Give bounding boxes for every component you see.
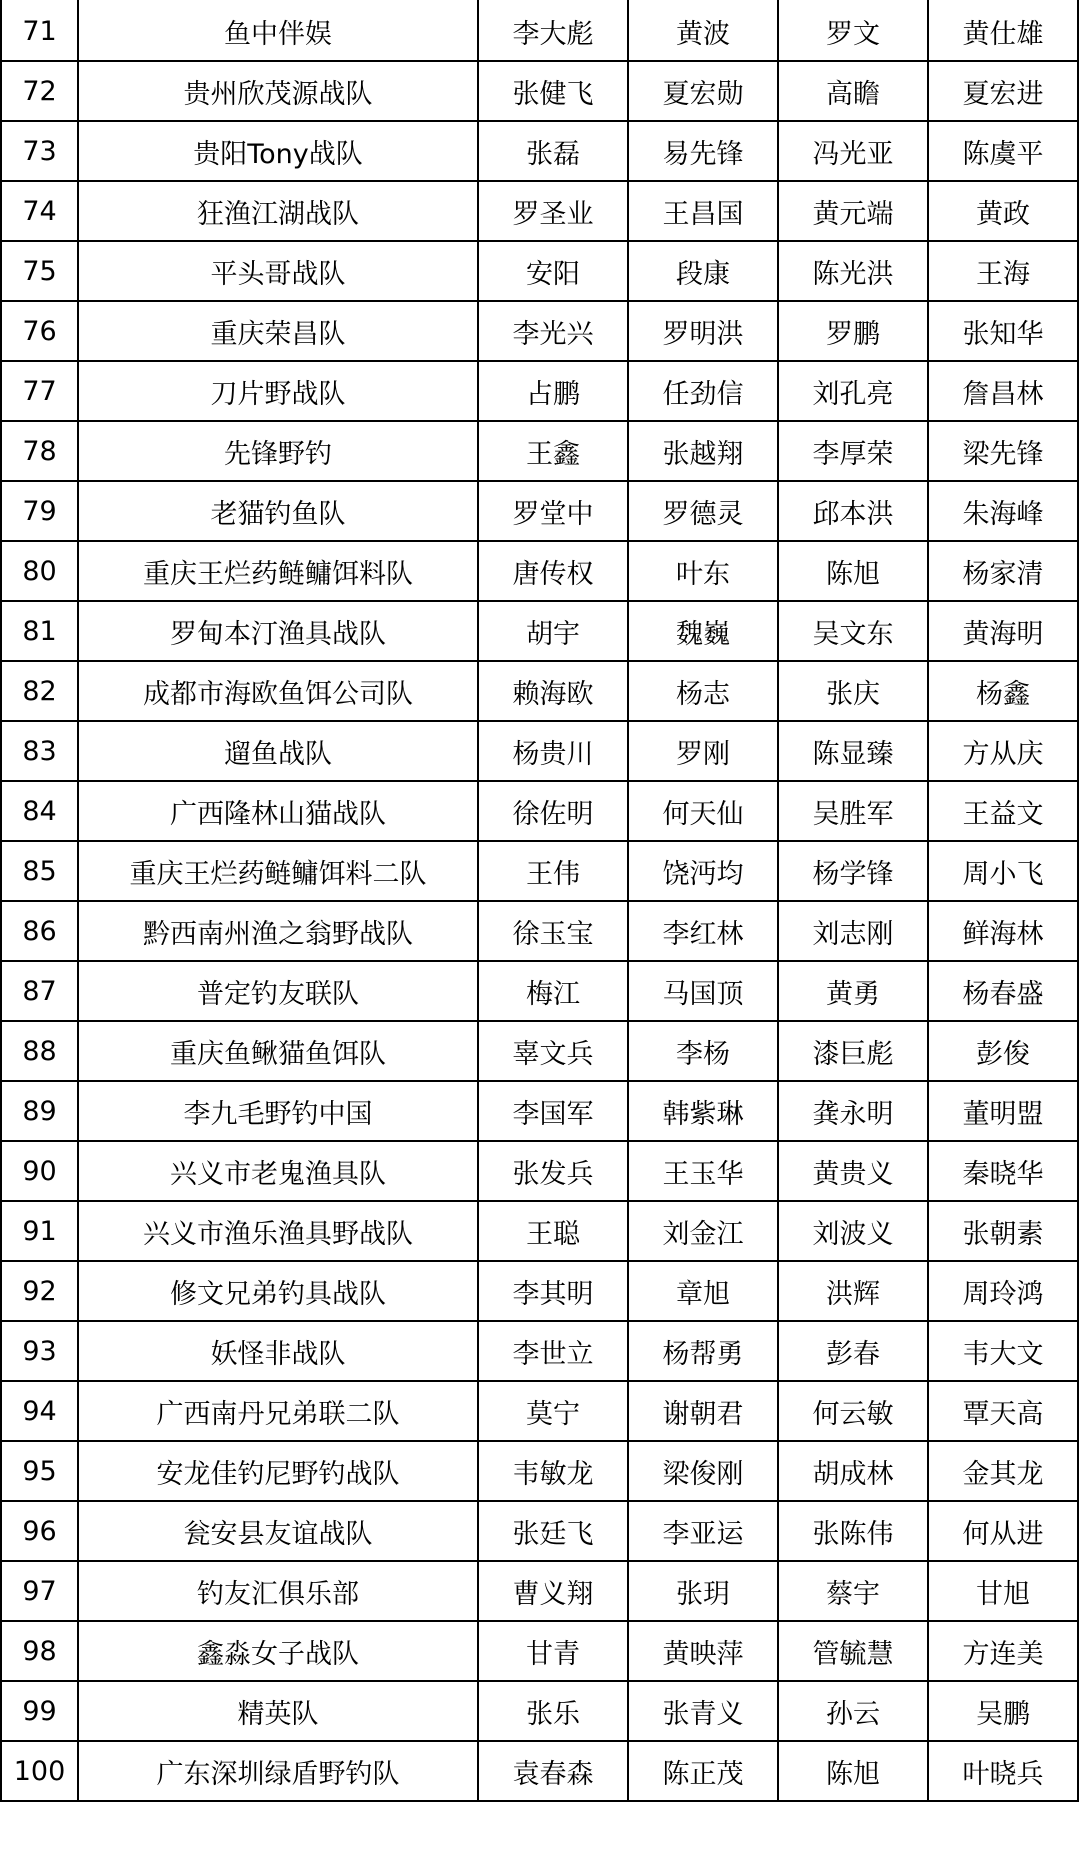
member-1-cell: 占鹏	[478, 361, 628, 421]
team-name-cell: 遛鱼战队	[78, 721, 478, 781]
team-number-cell: 86	[1, 901, 78, 961]
team-name-cell: 普定钓友联队	[78, 961, 478, 1021]
team-number-cell: 82	[1, 661, 78, 721]
team-name-cell: 精英队	[78, 1681, 478, 1741]
member-3-cell: 漆巨彪	[778, 1021, 928, 1081]
team-number-cell: 76	[1, 301, 78, 361]
member-1-cell: 罗圣业	[478, 181, 628, 241]
team-name-cell: 瓮安县友谊战队	[78, 1501, 478, 1561]
member-2-cell: 王玉华	[628, 1141, 778, 1201]
member-3-cell: 刘志刚	[778, 901, 928, 961]
team-name-cell: 安龙佳钓尼野钓战队	[78, 1441, 478, 1501]
member-1-cell: 李世立	[478, 1321, 628, 1381]
member-1-cell: 王鑫	[478, 421, 628, 481]
member-3-cell: 刘波义	[778, 1201, 928, 1261]
member-3-cell: 罗文	[778, 1, 928, 61]
member-3-cell: 黄贵义	[778, 1141, 928, 1201]
member-3-cell: 黄勇	[778, 961, 928, 1021]
member-3-cell: 陈旭	[778, 541, 928, 601]
team-name-cell: 李九毛野钓中国	[78, 1081, 478, 1141]
team-name-cell: 广西南丹兄弟联二队	[78, 1381, 478, 1441]
member-3-cell: 何云敏	[778, 1381, 928, 1441]
member-4-cell: 杨鑫	[928, 661, 1078, 721]
member-4-cell: 覃天高	[928, 1381, 1078, 1441]
team-name-cell: 妖怪非战队	[78, 1321, 478, 1381]
table-row	[1, 1, 1078, 61]
member-2-cell: 饶沔均	[628, 841, 778, 901]
member-4-cell: 夏宏进	[928, 61, 1078, 121]
member-2-cell: 夏宏勋	[628, 61, 778, 121]
team-name-cell: 钓友汇俱乐部	[78, 1561, 478, 1621]
team-name-cell: 贵阳Tony战队	[78, 121, 478, 181]
member-2-cell: 梁俊刚	[628, 1441, 778, 1501]
member-4-cell: 鲜海林	[928, 901, 1078, 961]
table-row	[1, 781, 1078, 841]
team-name-cell: 重庆荣昌队	[78, 301, 478, 361]
member-4-cell: 董明盟	[928, 1081, 1078, 1141]
member-3-cell: 李厚荣	[778, 421, 928, 481]
team-name-cell: 狂渔江湖战队	[78, 181, 478, 241]
member-3-cell: 张陈伟	[778, 1501, 928, 1561]
member-3-cell: 管毓慧	[778, 1621, 928, 1681]
member-2-cell: 张青义	[628, 1681, 778, 1741]
table-row	[1, 661, 1078, 721]
table-row	[1, 1321, 1078, 1381]
member-3-cell: 高瞻	[778, 61, 928, 121]
member-2-cell: 叶东	[628, 541, 778, 601]
member-1-cell: 张乐	[478, 1681, 628, 1741]
member-4-cell: 方从庆	[928, 721, 1078, 781]
member-3-cell: 罗鹏	[778, 301, 928, 361]
team-number-cell: 73	[1, 121, 78, 181]
member-4-cell: 甘旭	[928, 1561, 1078, 1621]
team-name-cell: 黔西南州渔之翁野战队	[78, 901, 478, 961]
member-4-cell: 何从进	[928, 1501, 1078, 1561]
member-1-cell: 莫宁	[478, 1381, 628, 1441]
team-number-cell: 72	[1, 61, 78, 121]
member-2-cell: 韩紫琳	[628, 1081, 778, 1141]
member-1-cell: 张发兵	[478, 1141, 628, 1201]
table-row	[1, 1561, 1078, 1621]
team-name-cell: 刀片野战队	[78, 361, 478, 421]
member-1-cell: 甘青	[478, 1621, 628, 1681]
member-2-cell: 王昌国	[628, 181, 778, 241]
table-row	[1, 361, 1078, 421]
table-row	[1, 121, 1078, 181]
table-row	[1, 841, 1078, 901]
team-name-cell: 平头哥战队	[78, 241, 478, 301]
team-number-cell: 85	[1, 841, 78, 901]
member-4-cell: 黄政	[928, 181, 1078, 241]
member-2-cell: 陈正茂	[628, 1741, 778, 1801]
team-number-cell: 71	[1, 1, 78, 61]
member-2-cell: 黄波	[628, 1, 778, 61]
member-2-cell: 段康	[628, 241, 778, 301]
table-row	[1, 1501, 1078, 1561]
member-1-cell: 王聪	[478, 1201, 628, 1261]
member-2-cell: 刘金江	[628, 1201, 778, 1261]
team-number-cell: 100	[1, 1741, 78, 1801]
member-1-cell: 安阳	[478, 241, 628, 301]
member-3-cell: 胡成林	[778, 1441, 928, 1501]
team-name-cell: 重庆王烂药鲢鳙饵料队	[78, 541, 478, 601]
member-3-cell: 洪辉	[778, 1261, 928, 1321]
member-2-cell: 黄映萍	[628, 1621, 778, 1681]
member-3-cell: 吴文东	[778, 601, 928, 661]
member-3-cell: 陈显臻	[778, 721, 928, 781]
table-row	[1, 541, 1078, 601]
team-number-cell: 87	[1, 961, 78, 1021]
member-4-cell: 周小飞	[928, 841, 1078, 901]
table-row	[1, 1021, 1078, 1081]
team-number-cell: 78	[1, 421, 78, 481]
team-number-cell: 83	[1, 721, 78, 781]
member-1-cell: 李其明	[478, 1261, 628, 1321]
member-4-cell: 陈虞平	[928, 121, 1078, 181]
member-3-cell: 龚永明	[778, 1081, 928, 1141]
member-1-cell: 李国军	[478, 1081, 628, 1141]
member-4-cell: 秦晓华	[928, 1141, 1078, 1201]
member-2-cell: 罗明洪	[628, 301, 778, 361]
team-number-cell: 91	[1, 1201, 78, 1261]
member-1-cell: 徐佐明	[478, 781, 628, 841]
member-2-cell: 马国顶	[628, 961, 778, 1021]
member-3-cell: 蔡宇	[778, 1561, 928, 1621]
member-1-cell: 韦敏龙	[478, 1441, 628, 1501]
team-number-cell: 80	[1, 541, 78, 601]
member-2-cell: 谢朝君	[628, 1381, 778, 1441]
table-row	[1, 961, 1078, 1021]
team-name-cell: 鑫淼女子战队	[78, 1621, 478, 1681]
member-4-cell: 张知华	[928, 301, 1078, 361]
table-row	[1, 421, 1078, 481]
table-row	[1, 61, 1078, 121]
table-row	[1, 301, 1078, 361]
member-4-cell: 彭俊	[928, 1021, 1078, 1081]
member-3-cell: 刘孔亮	[778, 361, 928, 421]
member-3-cell: 黄元端	[778, 181, 928, 241]
table-row	[1, 901, 1078, 961]
table-row	[1, 481, 1078, 541]
member-2-cell: 罗德灵	[628, 481, 778, 541]
member-1-cell: 徐玉宝	[478, 901, 628, 961]
member-1-cell: 杨贵川	[478, 721, 628, 781]
member-4-cell: 王海	[928, 241, 1078, 301]
team-number-cell: 95	[1, 1441, 78, 1501]
member-2-cell: 杨帮勇	[628, 1321, 778, 1381]
table-row	[1, 1441, 1078, 1501]
member-4-cell: 朱海峰	[928, 481, 1078, 541]
table-row	[1, 721, 1078, 781]
table-row	[1, 181, 1078, 241]
table-row	[1, 241, 1078, 301]
member-3-cell: 彭春	[778, 1321, 928, 1381]
member-1-cell: 李大彪	[478, 1, 628, 61]
member-3-cell: 杨学锋	[778, 841, 928, 901]
table-row	[1, 1741, 1078, 1801]
member-4-cell: 吴鹏	[928, 1681, 1078, 1741]
member-1-cell: 胡宇	[478, 601, 628, 661]
team-number-cell: 97	[1, 1561, 78, 1621]
member-2-cell: 章旭	[628, 1261, 778, 1321]
team-number-cell: 90	[1, 1141, 78, 1201]
table-row	[1, 1261, 1078, 1321]
member-4-cell: 王益文	[928, 781, 1078, 841]
team-number-cell: 92	[1, 1261, 78, 1321]
team-number-cell: 74	[1, 181, 78, 241]
member-1-cell: 张磊	[478, 121, 628, 181]
member-3-cell: 孙云	[778, 1681, 928, 1741]
team-number-cell: 99	[1, 1681, 78, 1741]
team-number-cell: 93	[1, 1321, 78, 1381]
team-name-cell: 修文兄弟钓具战队	[78, 1261, 478, 1321]
member-4-cell: 杨家清	[928, 541, 1078, 601]
team-name-cell: 先锋野钓	[78, 421, 478, 481]
member-3-cell: 陈旭	[778, 1741, 928, 1801]
team-number-cell: 96	[1, 1501, 78, 1561]
team-name-cell: 鱼中伴娱	[78, 1, 478, 61]
member-2-cell: 张越翔	[628, 421, 778, 481]
member-2-cell: 李亚运	[628, 1501, 778, 1561]
member-3-cell: 张庆	[778, 661, 928, 721]
team-number-cell: 75	[1, 241, 78, 301]
member-4-cell: 黄海明	[928, 601, 1078, 661]
member-4-cell: 韦大文	[928, 1321, 1078, 1381]
member-1-cell: 张廷飞	[478, 1501, 628, 1561]
roster-body	[1, 1, 1078, 1801]
member-4-cell: 黄仕雄	[928, 1, 1078, 61]
member-3-cell: 冯光亚	[778, 121, 928, 181]
member-4-cell: 方连美	[928, 1621, 1078, 1681]
member-4-cell: 叶晓兵	[928, 1741, 1078, 1801]
member-1-cell: 罗堂中	[478, 481, 628, 541]
member-4-cell: 杨春盛	[928, 961, 1078, 1021]
member-1-cell: 李光兴	[478, 301, 628, 361]
table-row	[1, 1141, 1078, 1201]
member-2-cell: 张玥	[628, 1561, 778, 1621]
member-1-cell: 袁春森	[478, 1741, 628, 1801]
member-1-cell: 唐传权	[478, 541, 628, 601]
team-name-cell: 成都市海欧鱼饵公司队	[78, 661, 478, 721]
team-name-cell: 重庆王烂药鲢鳙饵料二队	[78, 841, 478, 901]
team-name-cell: 重庆鱼鳅猫鱼饵队	[78, 1021, 478, 1081]
team-name-cell: 广东深圳绿盾野钓队	[78, 1741, 478, 1801]
team-number-cell: 94	[1, 1381, 78, 1441]
member-1-cell: 赖海欧	[478, 661, 628, 721]
member-1-cell: 辜文兵	[478, 1021, 628, 1081]
member-3-cell: 陈光洪	[778, 241, 928, 301]
team-number-cell: 81	[1, 601, 78, 661]
member-3-cell: 邱本洪	[778, 481, 928, 541]
table-row	[1, 1381, 1078, 1441]
member-2-cell: 李红林	[628, 901, 778, 961]
team-number-cell: 98	[1, 1621, 78, 1681]
team-number-cell: 79	[1, 481, 78, 541]
member-1-cell: 曹义翔	[478, 1561, 628, 1621]
team-number-cell: 77	[1, 361, 78, 421]
table-row	[1, 1201, 1078, 1261]
table-row	[1, 1681, 1078, 1741]
team-number-cell: 84	[1, 781, 78, 841]
team-number-cell: 89	[1, 1081, 78, 1141]
member-1-cell: 梅江	[478, 961, 628, 1021]
member-2-cell: 任劲信	[628, 361, 778, 421]
member-4-cell: 詹昌林	[928, 361, 1078, 421]
member-4-cell: 周玲鸿	[928, 1261, 1078, 1321]
member-2-cell: 罗刚	[628, 721, 778, 781]
member-2-cell: 杨志	[628, 661, 778, 721]
member-4-cell: 金其龙	[928, 1441, 1078, 1501]
team-name-cell: 兴义市老鬼渔具队	[78, 1141, 478, 1201]
table-row	[1, 1621, 1078, 1681]
member-4-cell: 梁先锋	[928, 421, 1078, 481]
team-name-cell: 兴义市渔乐渔具野战队	[78, 1201, 478, 1261]
table-row	[1, 601, 1078, 661]
member-3-cell: 吴胜军	[778, 781, 928, 841]
member-2-cell: 李杨	[628, 1021, 778, 1081]
member-1-cell: 王伟	[478, 841, 628, 901]
team-name-cell: 老猫钓鱼队	[78, 481, 478, 541]
table-row	[1, 1081, 1078, 1141]
team-name-cell: 贵州欣茂源战队	[78, 61, 478, 121]
member-1-cell: 张健飞	[478, 61, 628, 121]
member-4-cell: 张朝素	[928, 1201, 1078, 1261]
member-2-cell: 易先锋	[628, 121, 778, 181]
member-2-cell: 何天仙	[628, 781, 778, 841]
team-name-cell: 罗甸本汀渔具战队	[78, 601, 478, 661]
team-number-cell: 88	[1, 1021, 78, 1081]
member-2-cell: 魏巍	[628, 601, 778, 661]
team-name-cell: 广西隆林山猫战队	[78, 781, 478, 841]
